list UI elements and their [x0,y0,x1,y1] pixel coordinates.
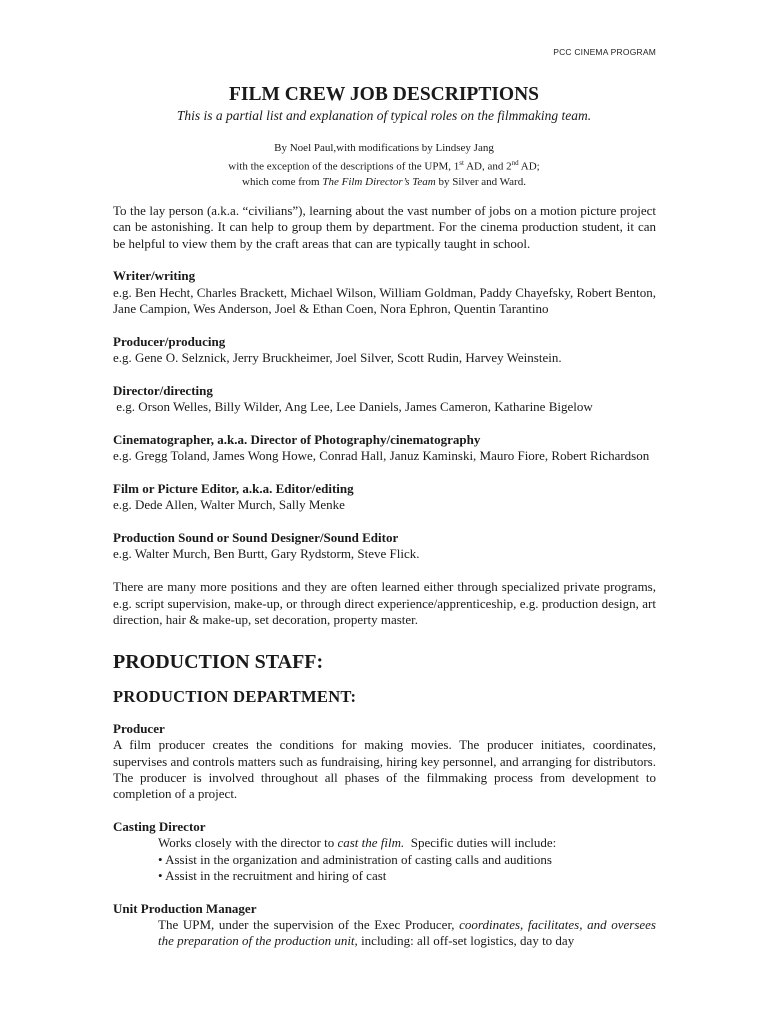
emphasis-text: cast the film. [337,835,405,851]
document-body [113,203,656,950]
craft-heading: Writer/writing [113,268,196,284]
description-text: Works closely with the director to [158,835,338,851]
role-casting-director [113,819,656,884]
role-unit-production-manager [113,901,656,950]
craft-heading: Director/directing [113,382,213,398]
byline-text: which come from [242,175,323,188]
list-item: • Assist in the recruitment and hiring of cast [158,868,387,884]
emphasis-text: coordinates, facilitates, and oversees the preparation of the production unit, [158,917,656,949]
header-program-tag: PCC CINEMA PROGRAM [553,47,656,57]
craft-examples: e.g. Dede Allen, Walter Murch, Sally Menke [113,497,345,513]
document-title: FILM CREW JOB DESCRIPTIONS [228,84,540,105]
byline [0,141,768,190]
craft-examples: e.g. Gregg Toland, James Wong Howe, Conrad Hall, Januz Kaminski, Mauro Fiore, Robert Richardson [113,448,650,464]
role-heading: Casting Director [113,819,206,835]
positions-note: There are many more positions and they are often learned either through specialized private programs, e.g. script supervision, make-up, or through direct experience/apprenticeship, e.g. production design, art direction, hair & make-up, set decoration, property master. [113,579,656,627]
role-producer [113,721,656,802]
craft-producer [113,334,656,367]
document-subtitle: This is a partial list and explanation of typical roles on the filmmaking team. [176,108,592,123]
byline-text: by Silver and Ward. [435,175,526,188]
superscript: st [459,159,464,167]
description-text: including: all off-set logistics, day to day [357,933,575,949]
role-heading: Producer [113,721,165,737]
description-text: The UPM, under the supervision of the Exec Producer, [158,917,460,933]
book-title: The Film Director’s Team [322,175,436,188]
list-item: • Assist in the organization and administration of casting calls and auditions [158,851,552,867]
craft-examples: e.g. Walter Murch, Ben Burtt, Gary Rydstorm, Steve Flick. [113,546,420,562]
role-description [113,917,656,950]
craft-cinematographer [113,432,656,465]
role-heading: Unit Production Manager [113,900,257,916]
craft-heading: Production Sound or Sound Designer/Sound Editor [113,530,399,546]
craft-heading: Producer/producing [113,333,226,349]
role-description [113,835,656,851]
craft-director [113,383,656,416]
byline-text: AD, and 2 [463,160,512,173]
byline-text: with the exception of the descriptions of the UPM, 1 [228,160,460,173]
byline-exception [0,156,768,175]
byline-text: AD; [518,160,540,173]
craft-heading: Cinematographer, a.k.a. Director of Photography/cinematography [113,431,481,447]
craft-examples: e.g. Ben Hecht, Charles Brackett, Michael Wilson, William Goldman, Paddy Chayefsky, Robert Benton, Jane Campion, Wes Anderson, Joel & Ethan Coen, Nora Ephron, Quentin Tarantino [113,284,656,316]
superscript: nd [511,159,519,167]
section-title: PRODUCTION STAFF: [113,651,324,674]
role-description: A film producer creates the conditions for making movies. The producer initiates, coordinates, supervises and controls matters such as fundraising, hiring key personnel, and arranging for distributors. The producer is involved throughout all phases of the filmmaking process from development to completion of a project. [113,737,656,802]
craft-writer [113,268,656,317]
craft-heading: Film or Picture Editor, a.k.a. Editor/editing [113,481,354,497]
byline-source [0,175,768,190]
department-title: PRODUCTION DEPARTMENT: [113,687,357,707]
description-text: Specific duties will include: [404,835,557,851]
intro-paragraph: To the lay person (a.k.a. “civilians”), learning about the vast number of jobs on a motion picture project can be astonishing. It can help to group them by department. For the cinema production student, it can be helpful to view them by the craft areas that can are typically taught in school. [113,203,656,251]
craft-examples: e.g. Orson Welles, Billy Wilder, Ang Lee, Lee Daniels, James Cameron, Katharine Bigelow [113,399,593,415]
craft-editor [113,481,656,514]
craft-sound [113,530,656,563]
craft-examples: e.g. Gene O. Selznick, Jerry Bruckheimer, Joel Silver, Scott Rudin, Harvey Weinstein. [113,350,562,366]
byline-author: By Noel Paul,with modifications by Lindsey Jang [274,142,494,154]
